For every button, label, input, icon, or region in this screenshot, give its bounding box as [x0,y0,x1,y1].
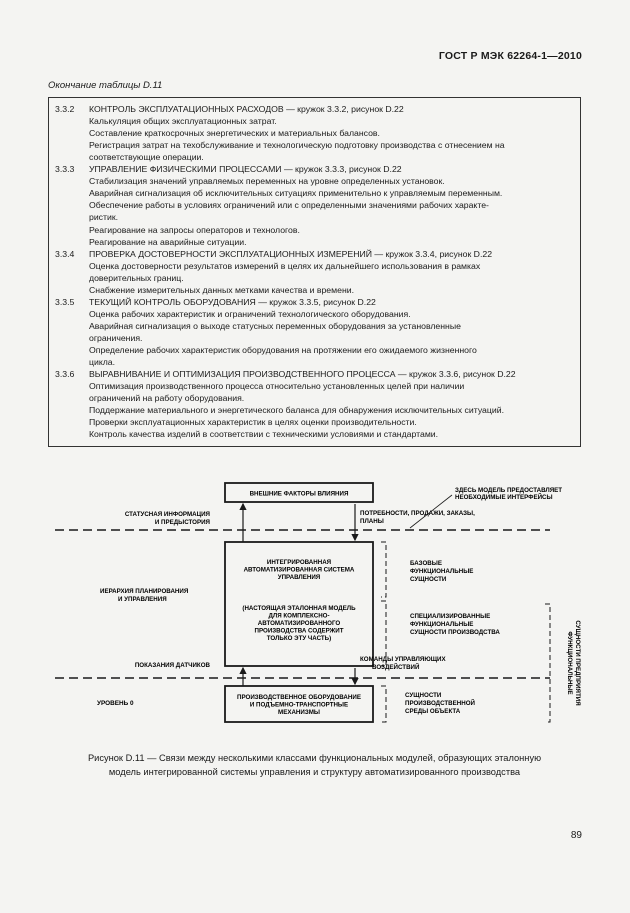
table-line-text: цикла. [89,357,116,368]
document-header: ГОСТ Р МЭК 62264-1—2010 [438,50,582,62]
enterprise-bracket [545,604,550,722]
table-line-text: Оценка достоверности результатов измерений в целях их дальнейшего использования в рамках [89,260,481,271]
table-d11 [48,97,581,447]
table-line-text: КОНТРОЛЬ ЭКСПЛУАТАЦИОННЫХ РАСХОДОВ — кружок 3.3.2, рисунок D.22 [89,104,404,114]
figure-diagram [50,478,585,733]
table-line-text: ВЫРАВНИВАНИЕ И ОПТИМИЗАЦИЯ ПРОИЗВОДСТВЕННОГО ПРОЦЕССА — кружок 3.3.6, рисунок D.22 [89,369,516,380]
table-line-number: 3.3.2 [55,104,75,114]
table-line-text: Поддержание материального и энергетического баланса для обнаружения исключительных ситуаций. [89,405,504,416]
interface-note-line-2: НЕОБХОДИМЫЕ ИНТЕРФЕЙСЫ [455,494,553,501]
status-info-line-1: СТАТУСНАЯ ИНФОРМАЦИЯ [124,511,210,518]
production-line-2: И ПОДЪЕМНО-ТРАНСПОРТНЫЕ [249,701,349,709]
table-line-text: Реагирование на запросы операторов и технологов. [89,224,300,235]
table-line-text: доверительных границ. [89,272,184,283]
hierarchy-line-2: И УПРАВЛЕНИЯ [118,596,167,603]
table-line-text: ТЕКУЩИЙ КОНТРОЛЬ ОБОРУДОВАНИЯ — кружок 3.3.5, рисунок D.22 [89,296,376,307]
table-line-text: Регистрация затрат на техобслуживание и технологическую подготовку производства с отнесением на [89,140,505,151]
sensor-readings-label: ПОКАЗАНИЯ ДАТЧИКОВ [134,662,210,669]
special-line-3: СУЩНОСТИ ПРОИЗВОДСТВА [410,629,500,636]
central-line-3: УПРАВЛЕНИЯ [277,574,321,581]
external-box-label: ВНЕШНИЕ ФАКТОРЫ ВЛИЯНИЯ [249,490,349,498]
table-line-text: ограничений на работу оборудования. [89,393,245,404]
needs-line-1: ПОТРЕБНОСТИ, ПРОДАЖИ, ЗАКАЗЫ, [360,510,475,517]
table-line-text: Оптимизация производственного процесса относительно установленных целей при наличии [89,381,465,392]
commands-line-1: КОМАНДЫ УПРАВЛЯЮЩИХ [360,656,446,663]
table-line-text: Калькуляция общих эксплуатационных затрат. [89,116,277,127]
figure-caption-line-1: Рисунок D.11 — Связи между несколькими классами функциональных модулей, образующих эталонную [87,753,542,763]
table-line-text: УПРАВЛЕНИЕ ФИЗИЧЕСКИМИ ПРОЦЕССАМИ — кружок 3.3.3, рисунок D.22 [89,164,402,175]
table-line-text: ристик. [89,212,119,223]
special-line-1: СПЕЦИАЛИЗИРОВАННЫЕ [410,613,491,620]
special-line-2: ФУНКЦИОНАЛЬНЫЕ [410,621,474,628]
table-line-number: 3.3.4 [55,248,75,259]
table-caption: Окончание таблицы D.11 [48,80,163,91]
central-line-2: АВТОМАТИЗИРОВАННАЯ СИСТЕМА [243,566,355,574]
table-line-text: Оценка рабочих характеристик и ограничений технологического оборудования. [89,308,411,319]
needs-line-2: ПЛАНЫ [360,518,384,525]
enterprise-entities-line-2: СУЩНОСТИ ПРЕДПРИЯТИЯ [574,620,581,706]
hierarchy-line-1: ИЕРАРХИЯ ПЛАНИРОВАНИЯ [100,588,189,595]
table-line-text: Реагирование на аварийные ситуации. [89,236,247,247]
central-line-5: ДЛЯ КОМПЛЕКСНО- [268,612,330,620]
table-line-text: Обеспечение работы в условиях ограничений или с определенными значениями рабочих характе- [89,200,489,211]
table-line-text: Аварийная сигнализация об исключительных ситуациях применительно к управляемым переменным. [89,188,503,199]
figure-caption-line-2: модель интегрированной системы управления и структуру автоматизированного производства [108,767,521,777]
table-line-text: Снабжение измерительных данных метками качества и времени. [89,284,355,295]
table-line-number: 3.3.3 [55,164,75,175]
table-line-text: Проверки эксплуатационных характеристик в целях оценки производительности. [89,417,417,428]
basic-line-1: БАЗОВЫЕ [410,560,442,567]
prod-entities-line-2: ПРОИЗВОДСТВЕННОЙ [405,700,475,707]
table-line-text: Контроль качества изделий в соответствии с техническими условиями и стандартами. [89,429,439,440]
prod-entities-line-3: СРЕДЫ ОБЪЕКТА [405,708,461,715]
commands-line-2: ВОЗДЕЙСТВИЙ [372,664,420,671]
table-line-text: ПРОВЕРКА ДОСТОВЕРНОСТИ ЭКСПЛУАТАЦИОННЫХ ИЗМЕРЕНИЙ — кружок 3.3.4, рисунок D.22 [89,248,493,259]
table-line-text: Составление краткосрочных энергетических и материальных балансов. [89,128,380,139]
enterprise-entities-line-1: ФУНКЦИОНАЛЬНЫЕ [566,631,573,695]
page-number: 89 [570,830,582,841]
interface-note-line-1: ЗДЕСЬ МОДЕЛЬ ПРЕДОСТАВЛЯЕТ [455,487,563,494]
table-line-text: Аварийная сигнализация о выходе статусных переменных оборудования за установленные [89,320,461,331]
central-line-1: ИНТЕГРИРОВАННАЯ [266,559,332,566]
table-line-text: Стабилизация значений управляемых переменных на уровне определенных установок. [89,176,445,187]
table-line-text: соответствующие операции. [89,152,204,163]
table-line-number: 3.3.6 [55,369,75,380]
central-line-7: ПРОИЗВОДСТВА СОДЕРЖИТ [254,627,344,635]
table-line-number: 3.3.5 [55,296,75,307]
basic-bracket [381,542,386,597]
basic-line-2: ФУНКЦИОНАЛЬНЫЕ [410,568,474,575]
status-info-line-2: И ПРЕДЫСТОРИЯ [154,519,210,526]
central-line-8: ТОЛЬКО ЭТУ ЧАСТЬ) [266,635,332,642]
entities-bracket [381,686,386,722]
table-line-text: ограничения. [89,332,143,343]
prod-entities-line-1: СУЩНОСТИ [405,692,442,699]
table-line-text: Определение рабочих характеристик оборудования на протяжении его ожидаемого жизненного [89,345,477,355]
basic-line-3: СУЩНОСТИ [410,576,447,583]
production-line-3: МЕХАНИЗМЫ [278,709,320,716]
central-line-6: АВТОМАТИЗИРОВАННОГО [257,620,341,627]
central-line-4: (НАСТОЯЩАЯ ЭТАЛОННАЯ МОДЕЛЬ [242,605,356,612]
production-line-1: ПРОИЗВОДСТВЕННОЕ ОБОРУДОВАНИЕ [237,694,361,701]
figure-caption [48,751,581,779]
level-zero-label: УРОВЕНЬ 0 [97,700,134,707]
